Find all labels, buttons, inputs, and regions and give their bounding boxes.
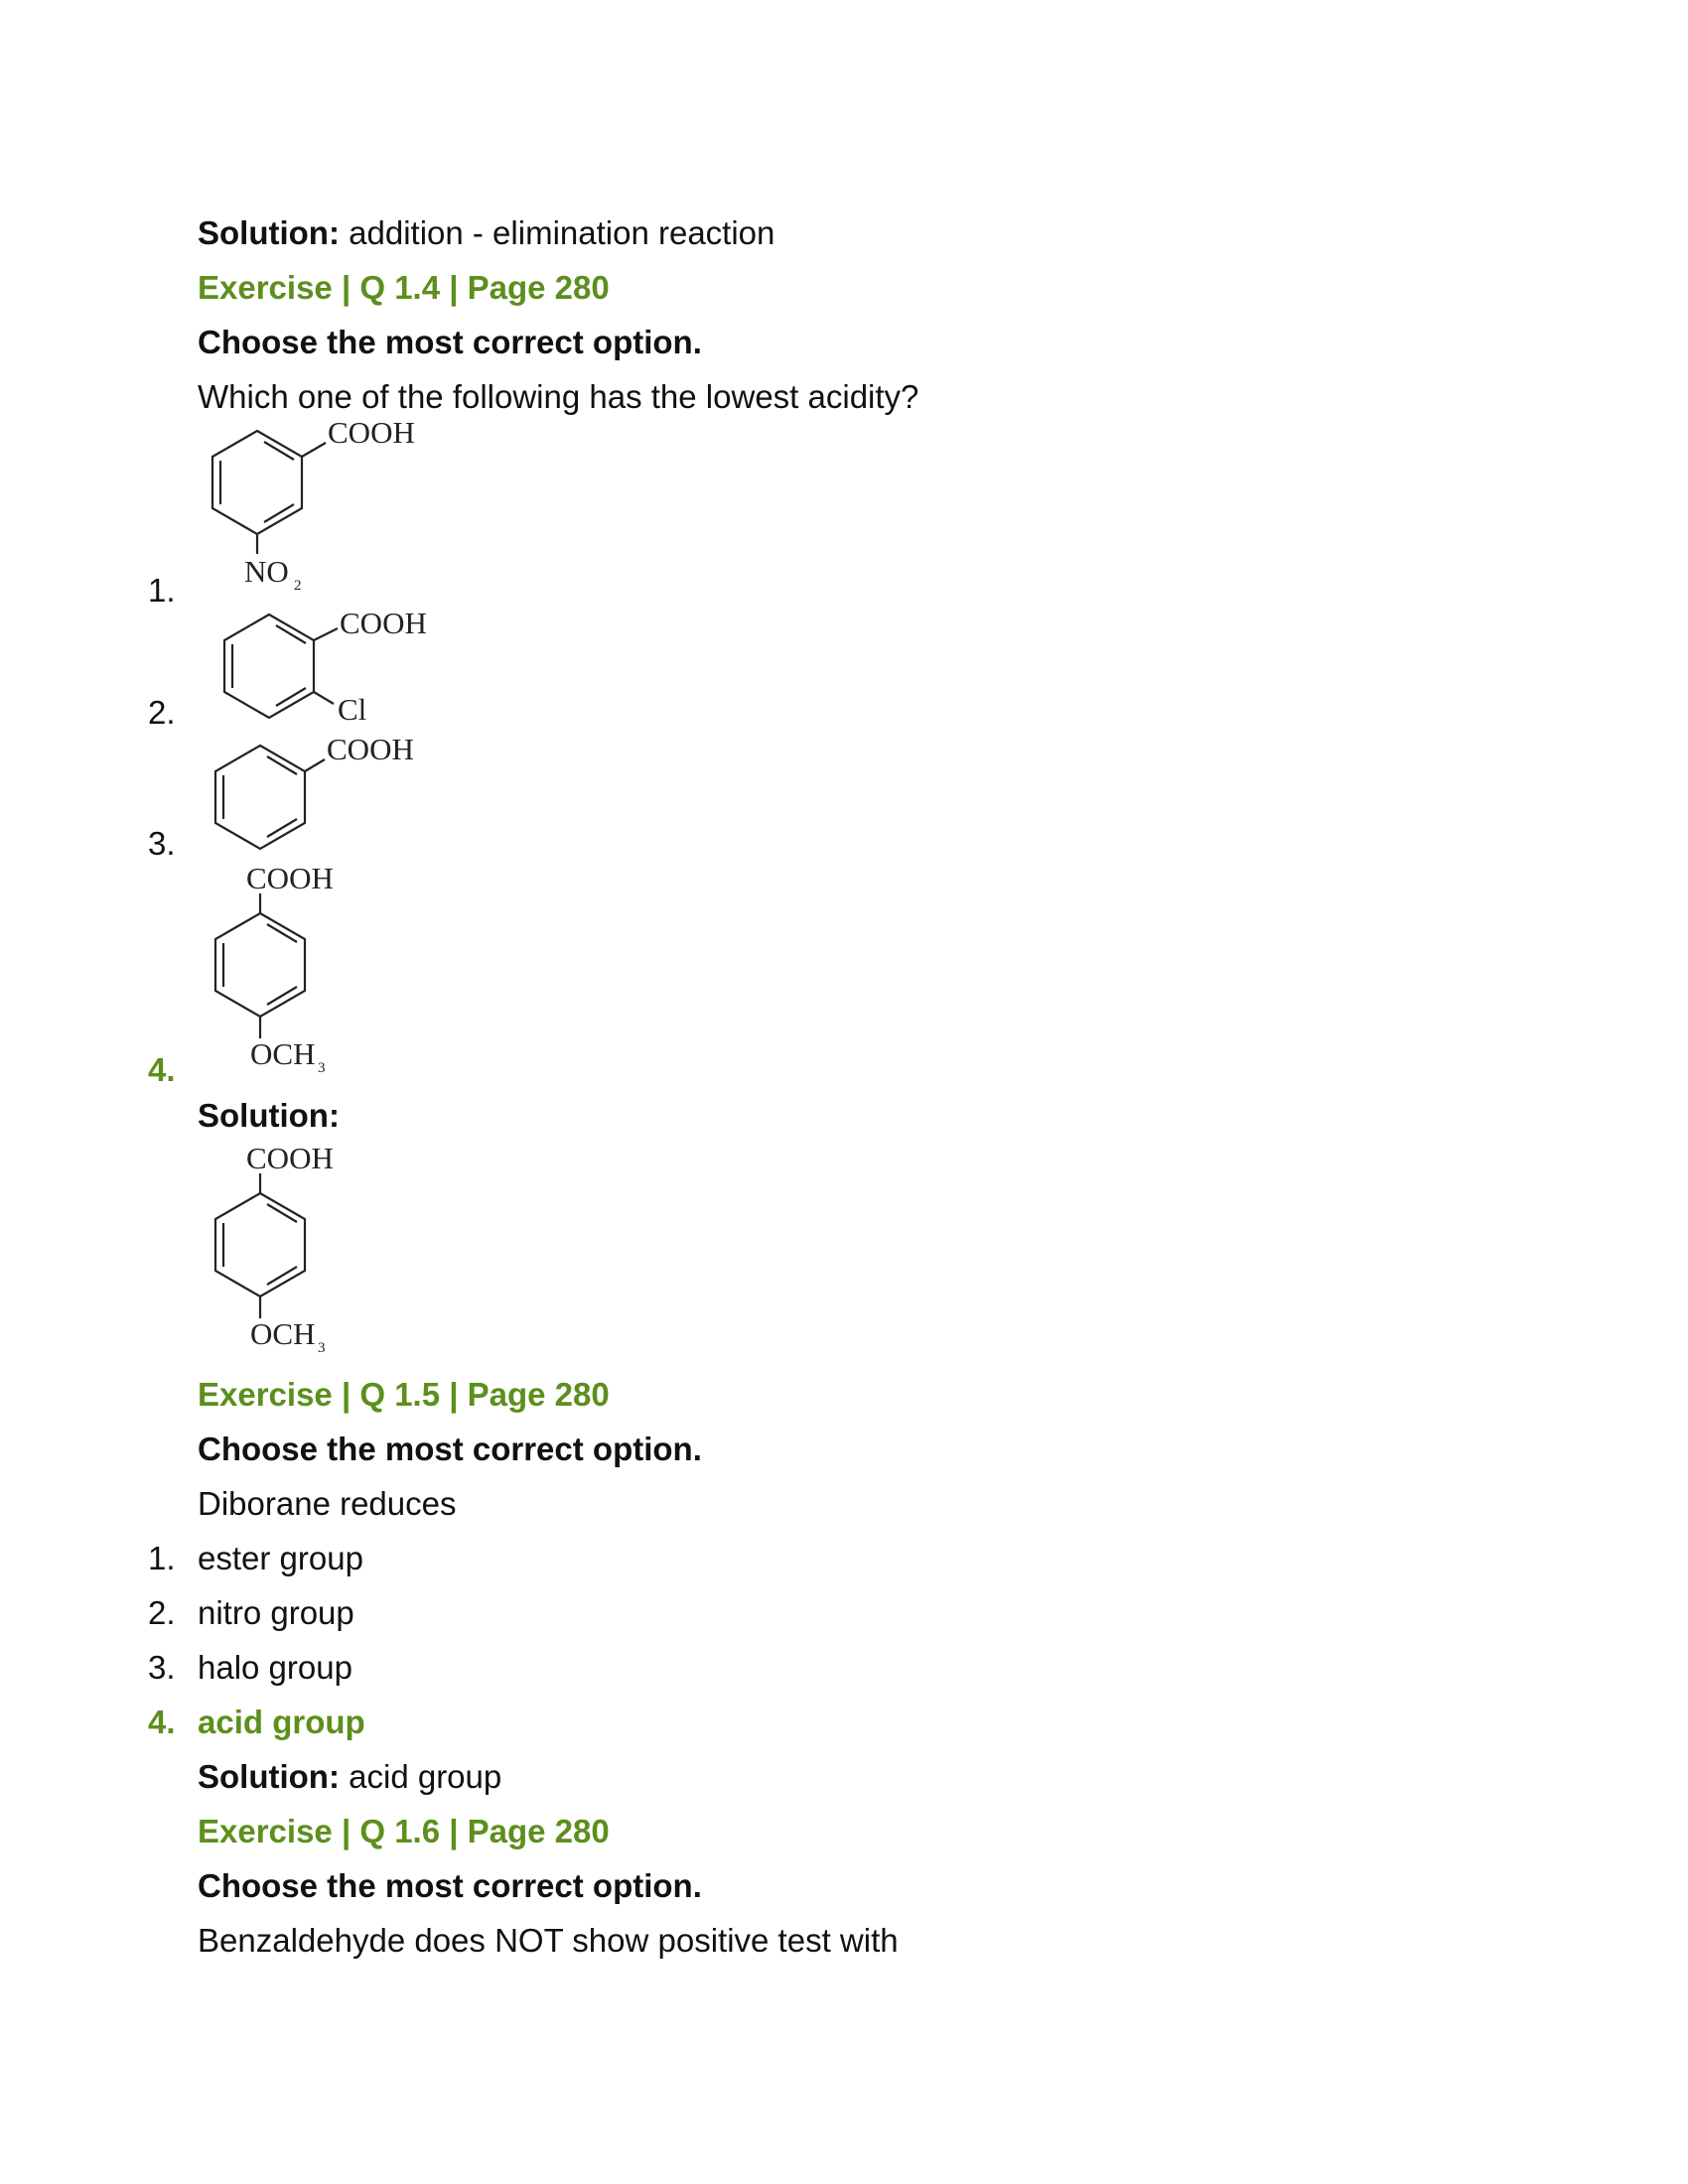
question-q1-4: Which one of the following has the lowest acidity?	[198, 378, 919, 415]
solution-label: Solution:	[198, 1758, 340, 1795]
option-number-1: 1.	[148, 572, 176, 609]
question-q1-6: Benzaldehyde does NOT show positive test with	[198, 1922, 899, 1959]
svg-text:COOH: COOH	[327, 732, 414, 766]
svg-text:NO: NO	[244, 554, 289, 589]
option-text-4-correct: acid group	[198, 1704, 365, 1740]
option-number-2: 2.	[148, 1594, 176, 1631]
svg-text:COOH: COOH	[340, 606, 427, 640]
option-text-1: ester group	[198, 1540, 363, 1576]
svg-text:3: 3	[318, 1060, 326, 1076]
svg-text:OCH: OCH	[250, 1316, 316, 1351]
option-number-4-correct: 4.	[148, 1051, 176, 1088]
structure-o-chlorobenzoic-acid	[211, 601, 469, 730]
exercise-header-q1-5[interactable]: Exercise | Q 1.5 | Page 280	[198, 1376, 610, 1413]
solution-line-q1-5	[198, 1757, 501, 1797]
option-number-2: 2.	[148, 694, 176, 731]
option-number-1: 1.	[148, 1540, 176, 1576]
structure-m-nitrobenzoic-acid	[199, 415, 467, 604]
svg-text:OCH: OCH	[250, 1036, 316, 1071]
instruction-q1-5: Choose the most correct option.	[198, 1431, 702, 1467]
exercise-header-q1-6[interactable]: Exercise | Q 1.6 | Page 280	[198, 1813, 610, 1849]
solution-text: addition - elimination reaction	[339, 214, 775, 251]
svg-text:COOH: COOH	[328, 415, 415, 450]
svg-text:2: 2	[294, 578, 302, 594]
svg-text:Cl: Cl	[338, 692, 367, 727]
exercise-header-q1-4[interactable]: Exercise | Q 1.4 | Page 280	[198, 269, 610, 306]
question-q1-5: Diborane reduces	[198, 1485, 457, 1522]
svg-text:COOH: COOH	[246, 861, 334, 895]
option-number-3: 3.	[148, 825, 176, 862]
instruction-q1-4: Choose the most correct option.	[198, 324, 702, 360]
structure-benzoic-acid	[202, 730, 440, 864]
structure-p-methoxybenzoic-acid	[209, 854, 407, 1082]
option-text-3: halo group	[198, 1649, 352, 1686]
svg-text:3: 3	[318, 1340, 326, 1356]
svg-text:COOH: COOH	[246, 1141, 334, 1175]
solution-text: acid group	[339, 1758, 502, 1795]
option-number-3: 3.	[148, 1649, 176, 1686]
option-number-4-correct: 4.	[148, 1704, 176, 1740]
solution-label: Solution:	[198, 214, 340, 251]
instruction-q1-6: Choose the most correct option.	[198, 1867, 702, 1904]
option-text-2: nitro group	[198, 1594, 354, 1631]
solution-line	[198, 213, 774, 253]
solution-structure-p-methoxybenzoic-acid	[209, 1134, 407, 1362]
solution-label-q1-4: Solution:	[198, 1097, 340, 1134]
